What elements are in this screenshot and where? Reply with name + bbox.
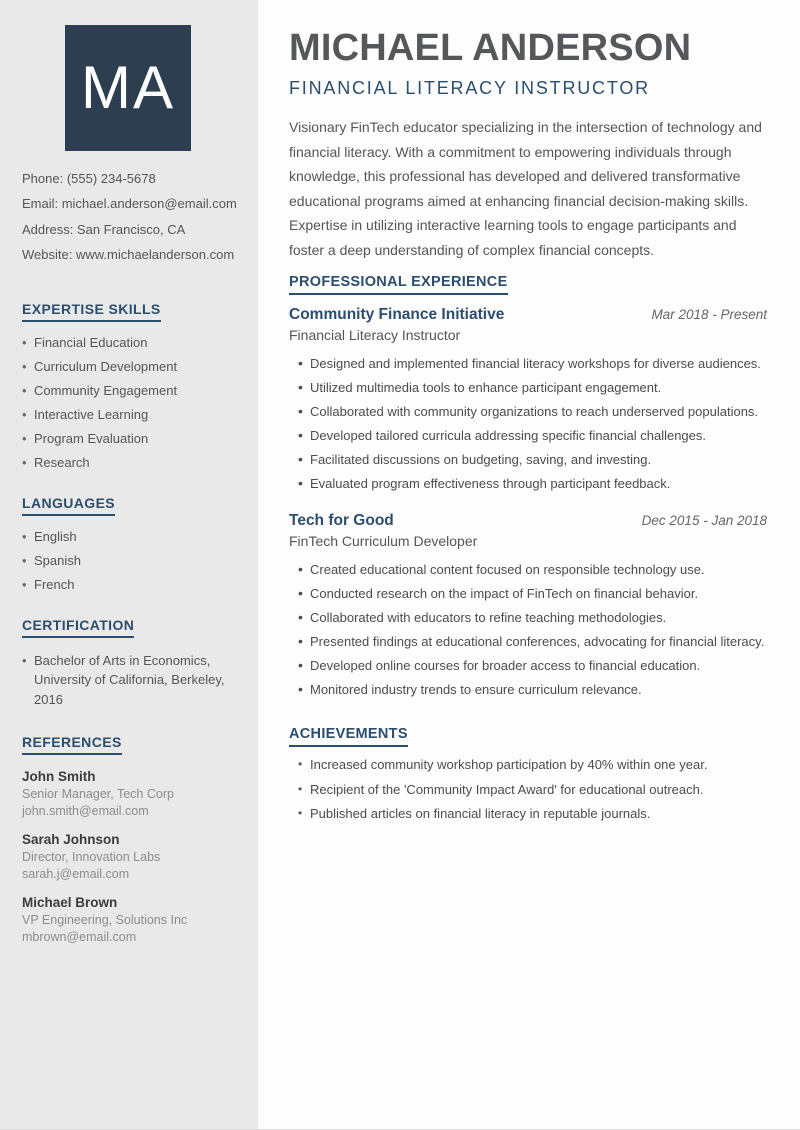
- job-header: [289, 512, 767, 529]
- job-bullet-item: [289, 404, 767, 419]
- achievement-text: Recipient of the 'Community Impact Award' for educational outreach.: [310, 781, 704, 797]
- sidebar: [0, 0, 258, 1129]
- monogram-badge: [65, 25, 191, 151]
- job-bullet-item: [289, 380, 767, 395]
- certification-item: [22, 651, 242, 710]
- bullet-icon: •: [298, 806, 303, 820]
- contact-line: Email: michael.anderson@email.com: [22, 196, 237, 212]
- sidebar-section-references: [22, 734, 242, 957]
- company-name: Tech for Good: [289, 512, 394, 529]
- skill-label: Financial Education: [34, 334, 148, 350]
- job-dates: Mar 2018 - Present: [651, 307, 767, 322]
- skill-item: [22, 431, 242, 446]
- skill-label: Program Evaluation: [34, 430, 149, 446]
- job-role: FinTech Curriculum Developer: [289, 533, 478, 549]
- language-item: [22, 529, 242, 544]
- bullet-icon: •: [298, 757, 303, 771]
- languages-heading: LANGUAGES: [22, 495, 242, 516]
- skill-label: Research: [34, 454, 90, 470]
- references-heading: REFERENCES: [22, 734, 242, 755]
- bullet-icon: •: [298, 585, 303, 601]
- skill-label: Curriculum Development: [34, 358, 178, 374]
- reference-email: mbrown@email.com: [22, 930, 137, 945]
- job-bullet-item: [289, 682, 767, 697]
- job-bullet-text: Evaluated program effectiveness through participant feedback.: [310, 476, 671, 491]
- job-bullet-item: [289, 658, 767, 673]
- job-role: Financial Literacy Instructor: [289, 327, 461, 343]
- job-bullet-text: Utilized multimedia tools to enhance participant engagement.: [310, 380, 662, 395]
- job-bullet-text: Designed and implemented financial literacy workshops for diverse audiences.: [310, 356, 761, 371]
- job-bullet-item: [289, 476, 767, 491]
- languages-list: [22, 529, 242, 592]
- reference-email: john.smith@email.com: [22, 804, 149, 819]
- language-item: [22, 553, 242, 568]
- reference-name: John Smith: [22, 769, 96, 785]
- achievement-text: Increased community workshop participation by 40% within one year.: [310, 757, 708, 772]
- contact-line: Website: www.michaelanderson.com: [22, 247, 235, 263]
- reference-email: sarah.j@email.com: [22, 867, 130, 882]
- bullet-icon: •: [22, 430, 27, 446]
- bullet-icon: •: [22, 358, 27, 374]
- job-title-subtitle: FINANCIAL LITERACY INSTRUCTOR: [289, 78, 650, 98]
- reference-card: [22, 768, 242, 820]
- job-bullet-text: Developed tailored curricula addressing specific financial challenges.: [310, 428, 706, 443]
- achievement-item: [289, 757, 767, 772]
- job-bullet-text: Monitored industry trends to ensure curriculum relevance.: [310, 682, 642, 697]
- reference-role: Senior Manager, Tech Corp: [22, 787, 174, 802]
- job-entry: [289, 512, 767, 706]
- certification-list: [22, 651, 242, 710]
- bullet-icon: •: [298, 781, 303, 796]
- skill-item: [22, 359, 242, 374]
- page-title: MICHAEL ANDERSON: [289, 27, 692, 69]
- reference-role: VP Engineering, Solutions Inc: [22, 913, 188, 928]
- contact-line: Address: San Francisco, CA: [22, 221, 186, 237]
- contact-info: [22, 172, 242, 274]
- skill-item: [22, 407, 242, 422]
- bullet-icon: •: [298, 403, 303, 419]
- bullet-icon: •: [298, 561, 303, 577]
- bullet-icon: •: [298, 355, 303, 371]
- skill-item: [22, 455, 242, 470]
- achievements-heading: ACHIEVEMENTS: [289, 726, 767, 747]
- references-list: [22, 768, 242, 946]
- summary-paragraph: Visionary FinTech educator specializing in the intersection of technology and financial literacy. With a commitment to empowering individuals through knowledge, this professional has developed and delivered transformative educational programs aimed at enhancing financial decision-making skills. Expertise in utilizing interactive learning tools to engage participants and foster a deep understanding of complex financial concepts.: [289, 119, 762, 258]
- job-bullet-text: Presented findings at educational conferences, advocating for financial literacy.: [310, 634, 765, 649]
- achievements-list: [289, 757, 767, 831]
- job-dates: Dec 2015 - Jan 2018: [641, 513, 767, 528]
- job-bullet-item: [289, 586, 767, 601]
- sidebar-section-expertise-skills: [22, 301, 242, 479]
- bullet-icon: •: [22, 576, 27, 592]
- bullet-icon: •: [22, 652, 27, 668]
- sidebar-section-languages: [22, 495, 242, 601]
- reference-role: Director, Innovation Labs: [22, 850, 161, 865]
- language-label: Spanish: [34, 552, 81, 568]
- skill-label: Community Engagement: [34, 382, 178, 398]
- achievement-item: [289, 782, 767, 797]
- professional-experience-heading: PROFESSIONAL EXPERIENCE: [289, 274, 767, 295]
- expertise-skills-list: [22, 335, 242, 470]
- skill-item: [22, 335, 242, 350]
- job-bullet-item: [289, 452, 767, 467]
- skill-item: [22, 383, 242, 398]
- job-bullet-item: [289, 562, 767, 577]
- bullet-icon: •: [298, 475, 303, 491]
- sidebar-section-certification: [22, 617, 242, 719]
- job-bullet-text: Conducted research on the impact of FinTech on financial behavior.: [310, 586, 699, 601]
- job-bullet-list: [289, 356, 767, 491]
- job-bullet-item: [289, 428, 767, 443]
- bullet-icon: •: [22, 528, 27, 544]
- bullet-icon: •: [298, 681, 303, 697]
- monogram-text: MA: [81, 54, 175, 121]
- language-label: French: [34, 576, 75, 592]
- contact-line: Phone: (555) 234-5678: [22, 171, 156, 186]
- job-bullet-text: Developed online courses for broader access to financial education.: [310, 658, 701, 673]
- bullet-icon: •: [298, 657, 303, 673]
- bullet-icon: •: [22, 454, 27, 470]
- achievement-item: [289, 806, 767, 821]
- bullet-icon: •: [22, 334, 27, 350]
- reference-card: [22, 831, 242, 883]
- bullet-icon: •: [22, 382, 27, 398]
- reference-name: Michael Brown: [22, 895, 118, 911]
- expertise-skills-heading: EXPERTISE SKILLS: [22, 301, 242, 322]
- bullet-icon: •: [298, 379, 303, 395]
- job-bullet-list: [289, 562, 767, 697]
- job-bullet-text: Collaborated with educators to refine teaching methodologies.: [310, 610, 667, 625]
- reference-card: [22, 894, 242, 946]
- bullet-icon: •: [298, 609, 303, 625]
- bullet-icon: •: [298, 633, 303, 649]
- bullet-icon: •: [298, 427, 303, 443]
- skill-label: Interactive Learning: [34, 406, 149, 422]
- company-name: Community Finance Initiative: [289, 306, 505, 323]
- main-content: [258, 0, 800, 1129]
- job-header: [289, 306, 767, 323]
- job-bullet-text: Facilitated discussions on budgeting, saving, and investing.: [310, 452, 652, 467]
- job-bullet-item: [289, 610, 767, 625]
- job-bullet-text: Created educational content focused on responsible technology use.: [310, 562, 705, 577]
- job-bullet-text: Collaborated with community organizations to reach underserved populations.: [310, 404, 759, 419]
- certification-label: Bachelor of Arts in Economics, University of California, Berkeley, 2016: [34, 652, 225, 707]
- bullet-icon: •: [22, 552, 27, 568]
- language-label: English: [34, 528, 77, 544]
- certification-heading: CERTIFICATION: [22, 617, 242, 638]
- language-item: [22, 577, 242, 592]
- achievement-text: Published articles on financial literacy in reputable journals.: [310, 806, 651, 821]
- job-bullet-item: [289, 356, 767, 371]
- reference-name: Sarah Johnson: [22, 832, 120, 848]
- bullet-icon: •: [298, 451, 303, 467]
- job-bullet-item: [289, 634, 767, 649]
- bullet-icon: •: [22, 406, 27, 422]
- job-entry: [289, 306, 767, 500]
